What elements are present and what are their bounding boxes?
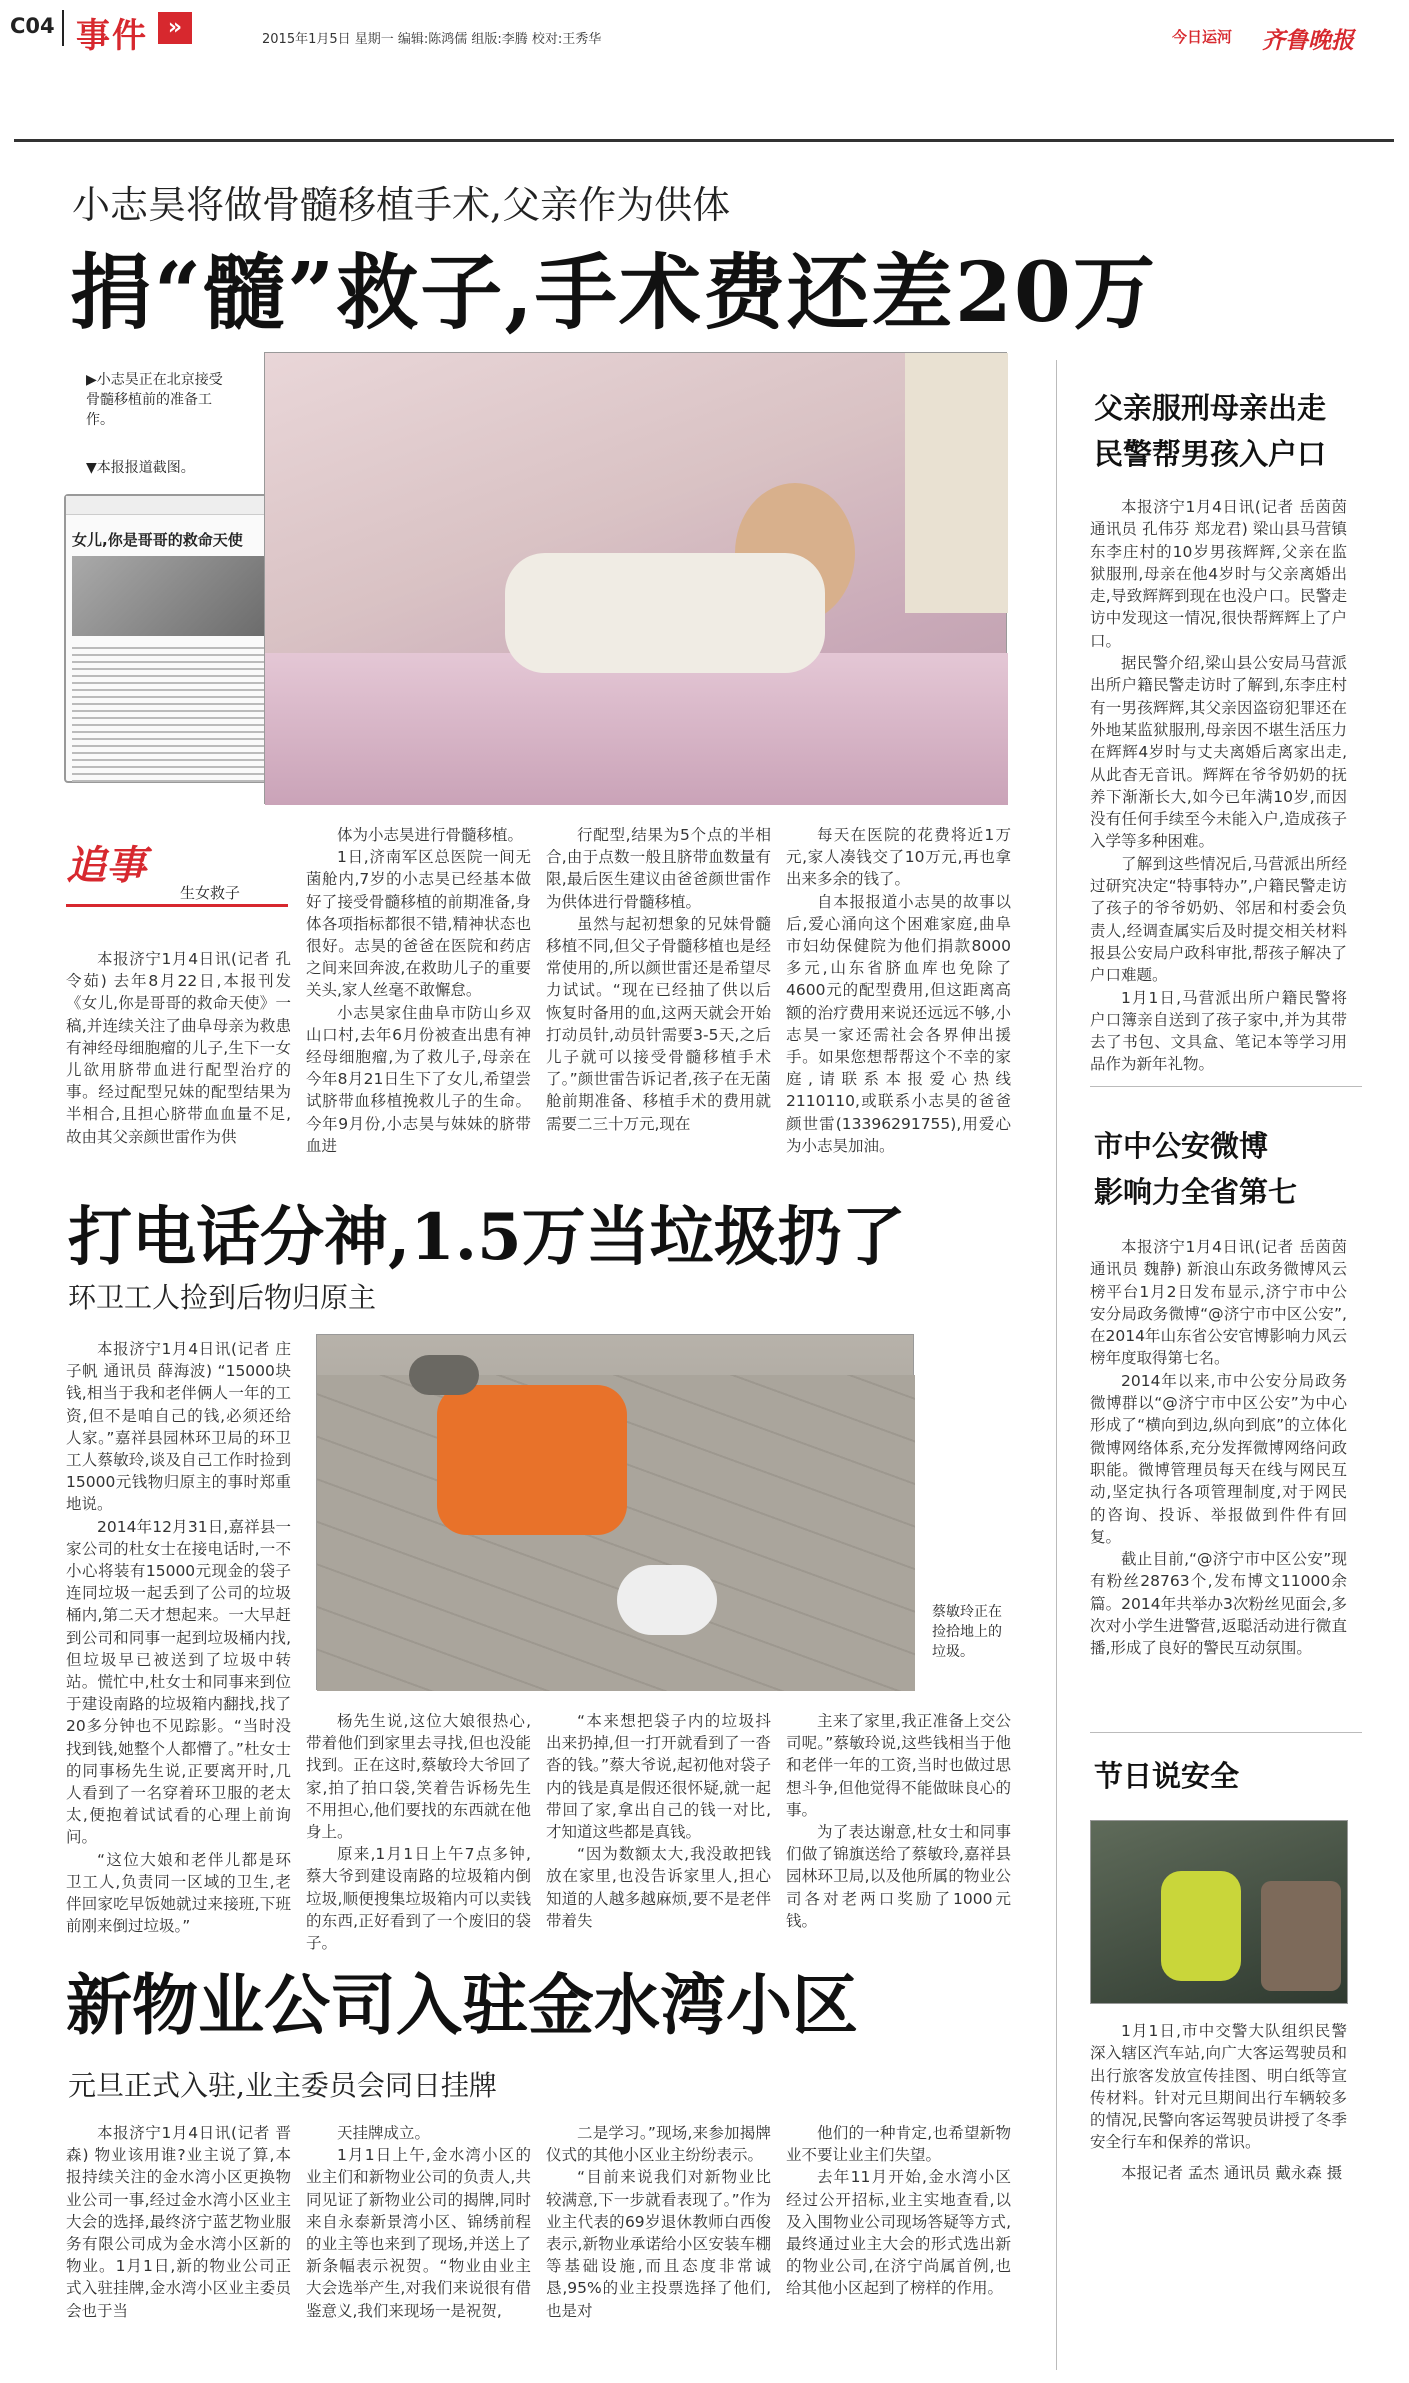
side3-caption bbox=[1090, 2020, 1347, 2156]
side1-title-line1: 父亲服刑母亲出走 bbox=[1094, 391, 1327, 425]
article1-badge-sub: 生女救子 bbox=[180, 884, 241, 902]
article1-paragraph: 体为小志昊进行骨髓移植。 bbox=[337, 826, 524, 844]
photo-window bbox=[905, 353, 1008, 613]
article2-paragraph: “本来想把袋子内的垃圾抖出来扔掉,但一打开就看到了一沓沓的钱。”蔡大爷说,起初他对袋子内的钱是真是假还很怀疑,就一起带回了家,拿出自己的钱一对比,才知道这些都是真钱。 bbox=[546, 1712, 771, 1842]
article3-paragraph: 1月1日上午,金水湾小区的业主们和新物业公司的负责人,共同见证了新物业公司的揭牌,同时来自永泰新景湾小区、锦绣前程的业主等也来到了现场,并送上了新条幅表示祝贺。“物业由业主大会选举产生,对我们来说很有借鉴意义,我们来现场一是祝贺, bbox=[306, 2146, 531, 2320]
article2-paragraph: 为了表达谢意,杜女士和同事们做了锦旗送给了蔡敏玲,嘉祥县园林环卫局,以及他所属的物业公司各对老两口奖励了1000元钱。 bbox=[786, 1823, 1011, 1930]
article3-headline: 新物业公司入驻金水湾小区 bbox=[66, 1966, 858, 2044]
side2-title-line2: 影响力全省第七 bbox=[1094, 1175, 1298, 1209]
header-rule bbox=[14, 139, 1394, 142]
article1-column-1 bbox=[66, 948, 291, 1163]
article2-paragraph: 主来了家里,我正准备上交公司呢。”蔡敏玲说,这些钱相当于他和老伴一年的工资,当时也做过思想斗争,但他觉得不能做昧良心的事。 bbox=[786, 1712, 1011, 1819]
side1-separator bbox=[1090, 1086, 1362, 1087]
article2-subhead: 环卫工人捡到后物归原主 bbox=[68, 1281, 377, 1314]
article2-paragraph: 本报济宁1月4日讯(记者 庄子帆 通讯员 薛海波) “15000块钱,相当于我和老伴俩人一年的工资,但不是咱自己的钱,必须还给人家。”嘉祥县园林环卫局的环卫工人蔡敏玲,谈及自己工作时捡到15000元钱物归原主的事时郑重地说。 bbox=[66, 1340, 291, 1514]
article2-paragraph: “因为数额太大,我没敢把钱放在家里,也没告诉家里人,担心知道的人越多越麻烦,要不是老伴带着失 bbox=[546, 1845, 771, 1930]
article2-column-1 bbox=[66, 1338, 291, 1936]
article1-column-2 bbox=[306, 824, 531, 1164]
side1-paragraph: 了解到这些情况后,马营派出所经过研究决定“特事特办”,户籍民警走访了孩子的爷爷奶奶、邻居和村委会负责人,经调查属实后及时提交相关材料报县公安局户政科审批,帮孩子解决了户口难题。 bbox=[1090, 854, 1347, 985]
photo-worker-vest bbox=[437, 1385, 627, 1535]
article3-paragraph: 二是学习。”现场,来参加揭牌仪式的其他小区业主纷纷表示。 bbox=[546, 2124, 771, 2165]
article2-paragraph: 原来,1月1日上午7点多钟,蔡大爷到建设南路的垃圾箱内倒垃圾,顺便搜集垃圾箱内可以卖钱的东西,正好看到了一个废旧的袋子。 bbox=[306, 1845, 531, 1953]
clipping-masthead bbox=[66, 496, 296, 515]
article2-paragraph: “这位大娘和老伴儿都是环卫工人,负责同一区域的卫生,老伴回家吃早饭她就过来接班,下班前刚来倒过垃圾。” bbox=[66, 1850, 291, 1936]
boy-hospital-photo bbox=[264, 352, 1007, 804]
article2-column-2 bbox=[306, 1710, 531, 1953]
article3-column-4 bbox=[786, 2122, 1011, 2368]
article2-column-3 bbox=[546, 1710, 771, 1930]
page-code: C04 bbox=[10, 14, 55, 38]
article3-paragraph: 去年11月开始,金水湾小区经过公开招标,业主实地查看,以及入围物业公司现场答疑等方式,最终通过业主大会的形式选出新的物业公司,在济宁尚属首例,也给其他小区起到了榜样的作用。 bbox=[786, 2168, 1011, 2298]
article1-paragraph: 虽然与起初想象的兄妹骨髓移植不同,但父子骨髓移植也是经常使用的,所以颜世雷还是希望尽力试试。“现在已经抽了供以后恢复时备用的血,这两天就会开始打动员针,动员针需要3-5天,之后儿子就可以接受骨髓移植手术了。”颜世雷告诉记者,孩子在无菌舱前期准备、移植手术的费用就需要二三十万元,现在 bbox=[546, 914, 771, 1133]
double-chevron-icon: » bbox=[158, 12, 192, 44]
article1-kicker: 小志昊将做骨髓移植手术,父亲作为供体 bbox=[72, 183, 731, 227]
side2-paragraph: 截止目前,“@济宁市中区公安”现有粉丝28763个,发布博文11000余篇。2014年共举办3次粉丝见面会,多次对小学生进警营,返聪活动进行微直播,形成了良好的警民互动氛围。 bbox=[1090, 1550, 1347, 1658]
side1-paragraph: 据民警介绍,梁山县公安局马营派出所户籍民警走访时了解到,东李庄村有一男孩辉辉,其父亲因盗窃犯罪还在外地某监狱服刑,母亲因不堪生活压力在辉辉4岁时与丈夫离婚后离家出走,从此杳无音讯。辉辉在爷爷奶奶的抚养下渐渐长大,如今已年满10岁,而因没有任何手续至今未能入户,造成孩子入学等多种困难。 bbox=[1090, 654, 1347, 851]
sidebar-divider bbox=[1056, 360, 1057, 2370]
article3-subhead: 元旦正式入驻,业主委员会同日挂牌 bbox=[68, 2069, 497, 2102]
article3-paragraph: 本报济宁1月4日讯(记者 晋森) 物业该用谁?业主说了算,本报持续关注的金水湾小区更换物业公司一事,经过金水湾小区业主大会的选择,最终济宁蓝艺物业服务有限公司成为金水湾小区新的物业。1月1日,新的物业公司正式入驻挂牌,金水湾小区业主委员会也于当 bbox=[66, 2124, 291, 2320]
traffic-police-photo bbox=[1090, 1820, 1348, 2004]
article1-photo-caption: ▶小志昊正在北京接受骨髓移植前的准备工作。 bbox=[86, 372, 223, 428]
article3-column-1 bbox=[66, 2122, 291, 2368]
article1-paragraph: 每天在医院的花费将近1万元,家人凑钱交了10万元,再也拿出来多余的钱了。 bbox=[786, 826, 1011, 889]
article1-paragraph: 1日,济南军区总医院一间无菌舱内,7岁的小志昊已经基本做好了接受骨髓移植的前期准备,身体各项指标都很不错,精神状态也很好。志昊的爸爸在医院和药店之间来回奔波,在救助儿子的重要关头,家人丝毫不敢懈怠。 bbox=[306, 848, 531, 1000]
article3-paragraph: “目前来说我们对新物业比较满意,下一步就看表现了。”作为业主代表的69岁退休教师白西俊表示,新物业承诺给小区安装车棚等基础设施,而且态度非常诚恳,95%的业主投票选择了他们,也是对 bbox=[546, 2168, 771, 2320]
article3-paragraph: 他们的一种肯定,也希望新物业不要让业主们失望。 bbox=[786, 2124, 1011, 2165]
sanitation-worker-photo bbox=[316, 1334, 914, 1690]
side1-title-line2: 民警帮男孩入户口 bbox=[1094, 437, 1327, 471]
section-title: 事件 bbox=[76, 16, 148, 56]
side2-paragraph: 本报济宁1月4日讯(记者 岳茵茵 通讯员 魏静) 新浪山东政务微博风云榜平台1月2日发布显示,济宁市中公安分局政务微博“@济宁市中区公安”,在2014年山东省公安官博影响力风云榜年度取得第七名。 bbox=[1090, 1238, 1347, 1368]
article2-photo-caption: 蔡敏玲正在捡拾地上的垃圾。 bbox=[932, 1604, 1002, 1660]
side3-credit: 本报记者 孟杰 通讯员 戴永森 摄 bbox=[1121, 2164, 1343, 2182]
article1-paragraph: 自本报报道小志昊的故事以后,爱心涌向这个困难家庭,曲阜市妇幼保健院为他们捐款8000多元,山东省脐血库也免除了4600元的配型费用,但这距离高额的治疗费用来说还远远不够,小志昊一家还需社会各界伸出援手。如果您想帮帮这个不幸的家庭,请联系本报爱心热线2110110,或联系小志昊的爸爸颜世雷(13396291755),用爱心为小志昊加油。 bbox=[786, 892, 1011, 1155]
newspaper-clipping bbox=[64, 494, 298, 783]
article1-paragraph: 小志昊家住曲阜市防山乡双山口村,去年6月份被查出患有神经母细胞瘤,为了救儿子,母亲在今年8月21日生下了女儿,希望尝试脐带血移植挽救儿子的生命。今年9月份,小志昊与妹妹的脐带血进 bbox=[306, 1003, 531, 1155]
photo-bag bbox=[617, 1565, 717, 1635]
photo-bus-seats bbox=[1261, 1881, 1341, 1991]
article2-headline: 打电话分神,1.5万当垃圾扔了 bbox=[68, 1200, 906, 1275]
side1-paragraph: 1月1日,马营派出所户籍民警将户口簿亲自送到了孩子家中,并为其带去了书包、文具盒、笔记本等学习用品作为新年礼物。 bbox=[1090, 988, 1347, 1074]
clipping-text bbox=[72, 642, 290, 782]
article1-paragraph: 本报济宁1月4日讯(记者 孔令茹) 去年8月22日,本报刊发《女儿,你是哥哥的救命天使》一稿,并连续关注了曲阜母亲为救患有神经母细胞瘤的儿子,生下一女儿欲用脐带血进行配型治疗的事。经过配型兄妹的配型结果为半相合,且担心脐带血血量不足,故由其父亲颜世雷作为供 bbox=[66, 950, 291, 1146]
photo-bed bbox=[265, 653, 1008, 805]
article3-column-3 bbox=[546, 2122, 771, 2368]
side2-paragraph: 2014年以来,市中公安分局政务微博群以“@济宁市中区公安”为中心形成了“横向到边,纵向到底”的立体化微博网络体系,充分发挥微博网络问政职能。微博管理员每天在线与网民互动,坚定执行各项管理制度,对于网民的咨询、投诉、举报做到件件有回复。 bbox=[1090, 1371, 1347, 1546]
clipping-headline: 女儿,你是哥哥的救命天使 bbox=[72, 531, 243, 549]
side3-title: 节日说安全 bbox=[1094, 1759, 1240, 1793]
side2-body bbox=[1090, 1236, 1347, 1712]
side3-paragraph: 1月1日,市中交警大队组织民警深入辖区汽车站,向广大客运驾驶员和出行旅客发放宣传挂图、明白纸等宣传材料。针对元旦期间出行车辆较多的情况,民警向客运驾驶员讲授了冬季安全行车和保养的常识。 bbox=[1090, 2022, 1347, 2152]
header-column-name: 今日运河 bbox=[1172, 28, 1233, 46]
article1-badge-underline bbox=[66, 904, 288, 907]
article3-column-2 bbox=[306, 2122, 531, 2368]
side1-paragraph: 本报济宁1月4日讯(记者 岳茵茵 通讯员 孔伟芬 郑龙君) 梁山县马营镇东李庄村的10岁男孩辉辉,父亲在监狱服刑,母亲在他4岁时与父亲离婚出走,导致辉辉到现在也没户口。民警走访中发现这一情况,很快帮辉辉上了户口。 bbox=[1090, 498, 1347, 650]
article2-paragraph: 杨先生说,这位大娘很热心,带着他们到家里去寻找,但也没能找到。正在这时,蔡敏玲大爷回了家,拍了拍口袋,笑着告诉杨先生不用担心,他们要找的东西就在他身上。 bbox=[306, 1712, 531, 1842]
side2-separator bbox=[1090, 1732, 1362, 1733]
newspaper-logo: 齐鲁晚报 bbox=[1262, 27, 1354, 54]
photo-police-jacket bbox=[1161, 1871, 1241, 1981]
article1-column-4 bbox=[786, 824, 1011, 1164]
article1-column-3 bbox=[546, 824, 771, 1164]
article2-column-4 bbox=[786, 1710, 1011, 1930]
side2-title-line1: 市中公安微博 bbox=[1094, 1129, 1269, 1163]
article1-headline: 捐“髓”救子,手术费还差20万 bbox=[70, 245, 1157, 341]
clipping-photo bbox=[72, 556, 290, 636]
article3-paragraph: 天挂牌成立。 bbox=[337, 2124, 431, 2142]
article1-clip-caption: ▼本报报道截图。 bbox=[86, 460, 195, 476]
page-code-divider bbox=[62, 10, 64, 46]
photo-worker-cap bbox=[409, 1355, 479, 1395]
article1-badge-main: 追事 bbox=[66, 842, 146, 889]
photo-boy-shirt bbox=[505, 553, 825, 673]
article1-paragraph: 行配型,结果为5个点的半相合,由于点数一般且脐带血数量有限,最后医生建议由爸爸颜世雷作为供体进行骨髓移植。 bbox=[546, 826, 771, 911]
header-meta: 2015年1月5日 星期一 编辑:陈鸿儒 组版:李腾 校对:王秀华 bbox=[262, 32, 602, 47]
side1-body bbox=[1090, 496, 1347, 1074]
article2-paragraph: 2014年12月31日,嘉祥县一家公司的杜女士在接电话时,一不小心将装有15000元现金的袋子连同垃圾一起丢到了公司的垃圾桶内,第二天才想起来。一大早赶到公司和同事一起到垃圾桶内找,但垃圾早已被送到了垃圾中转站。慌忙中,杜女士和同事来到位于建设南路的垃圾箱内翻找,找了20多分钟也不见踪影。“当时没找到钱,她整个人都懵了。”杜女士的同事杨先生说,正要离开时,几人看到了一名穿着环卫服的老太太,便抱着试试看的心理上前询问。 bbox=[66, 1517, 291, 1847]
